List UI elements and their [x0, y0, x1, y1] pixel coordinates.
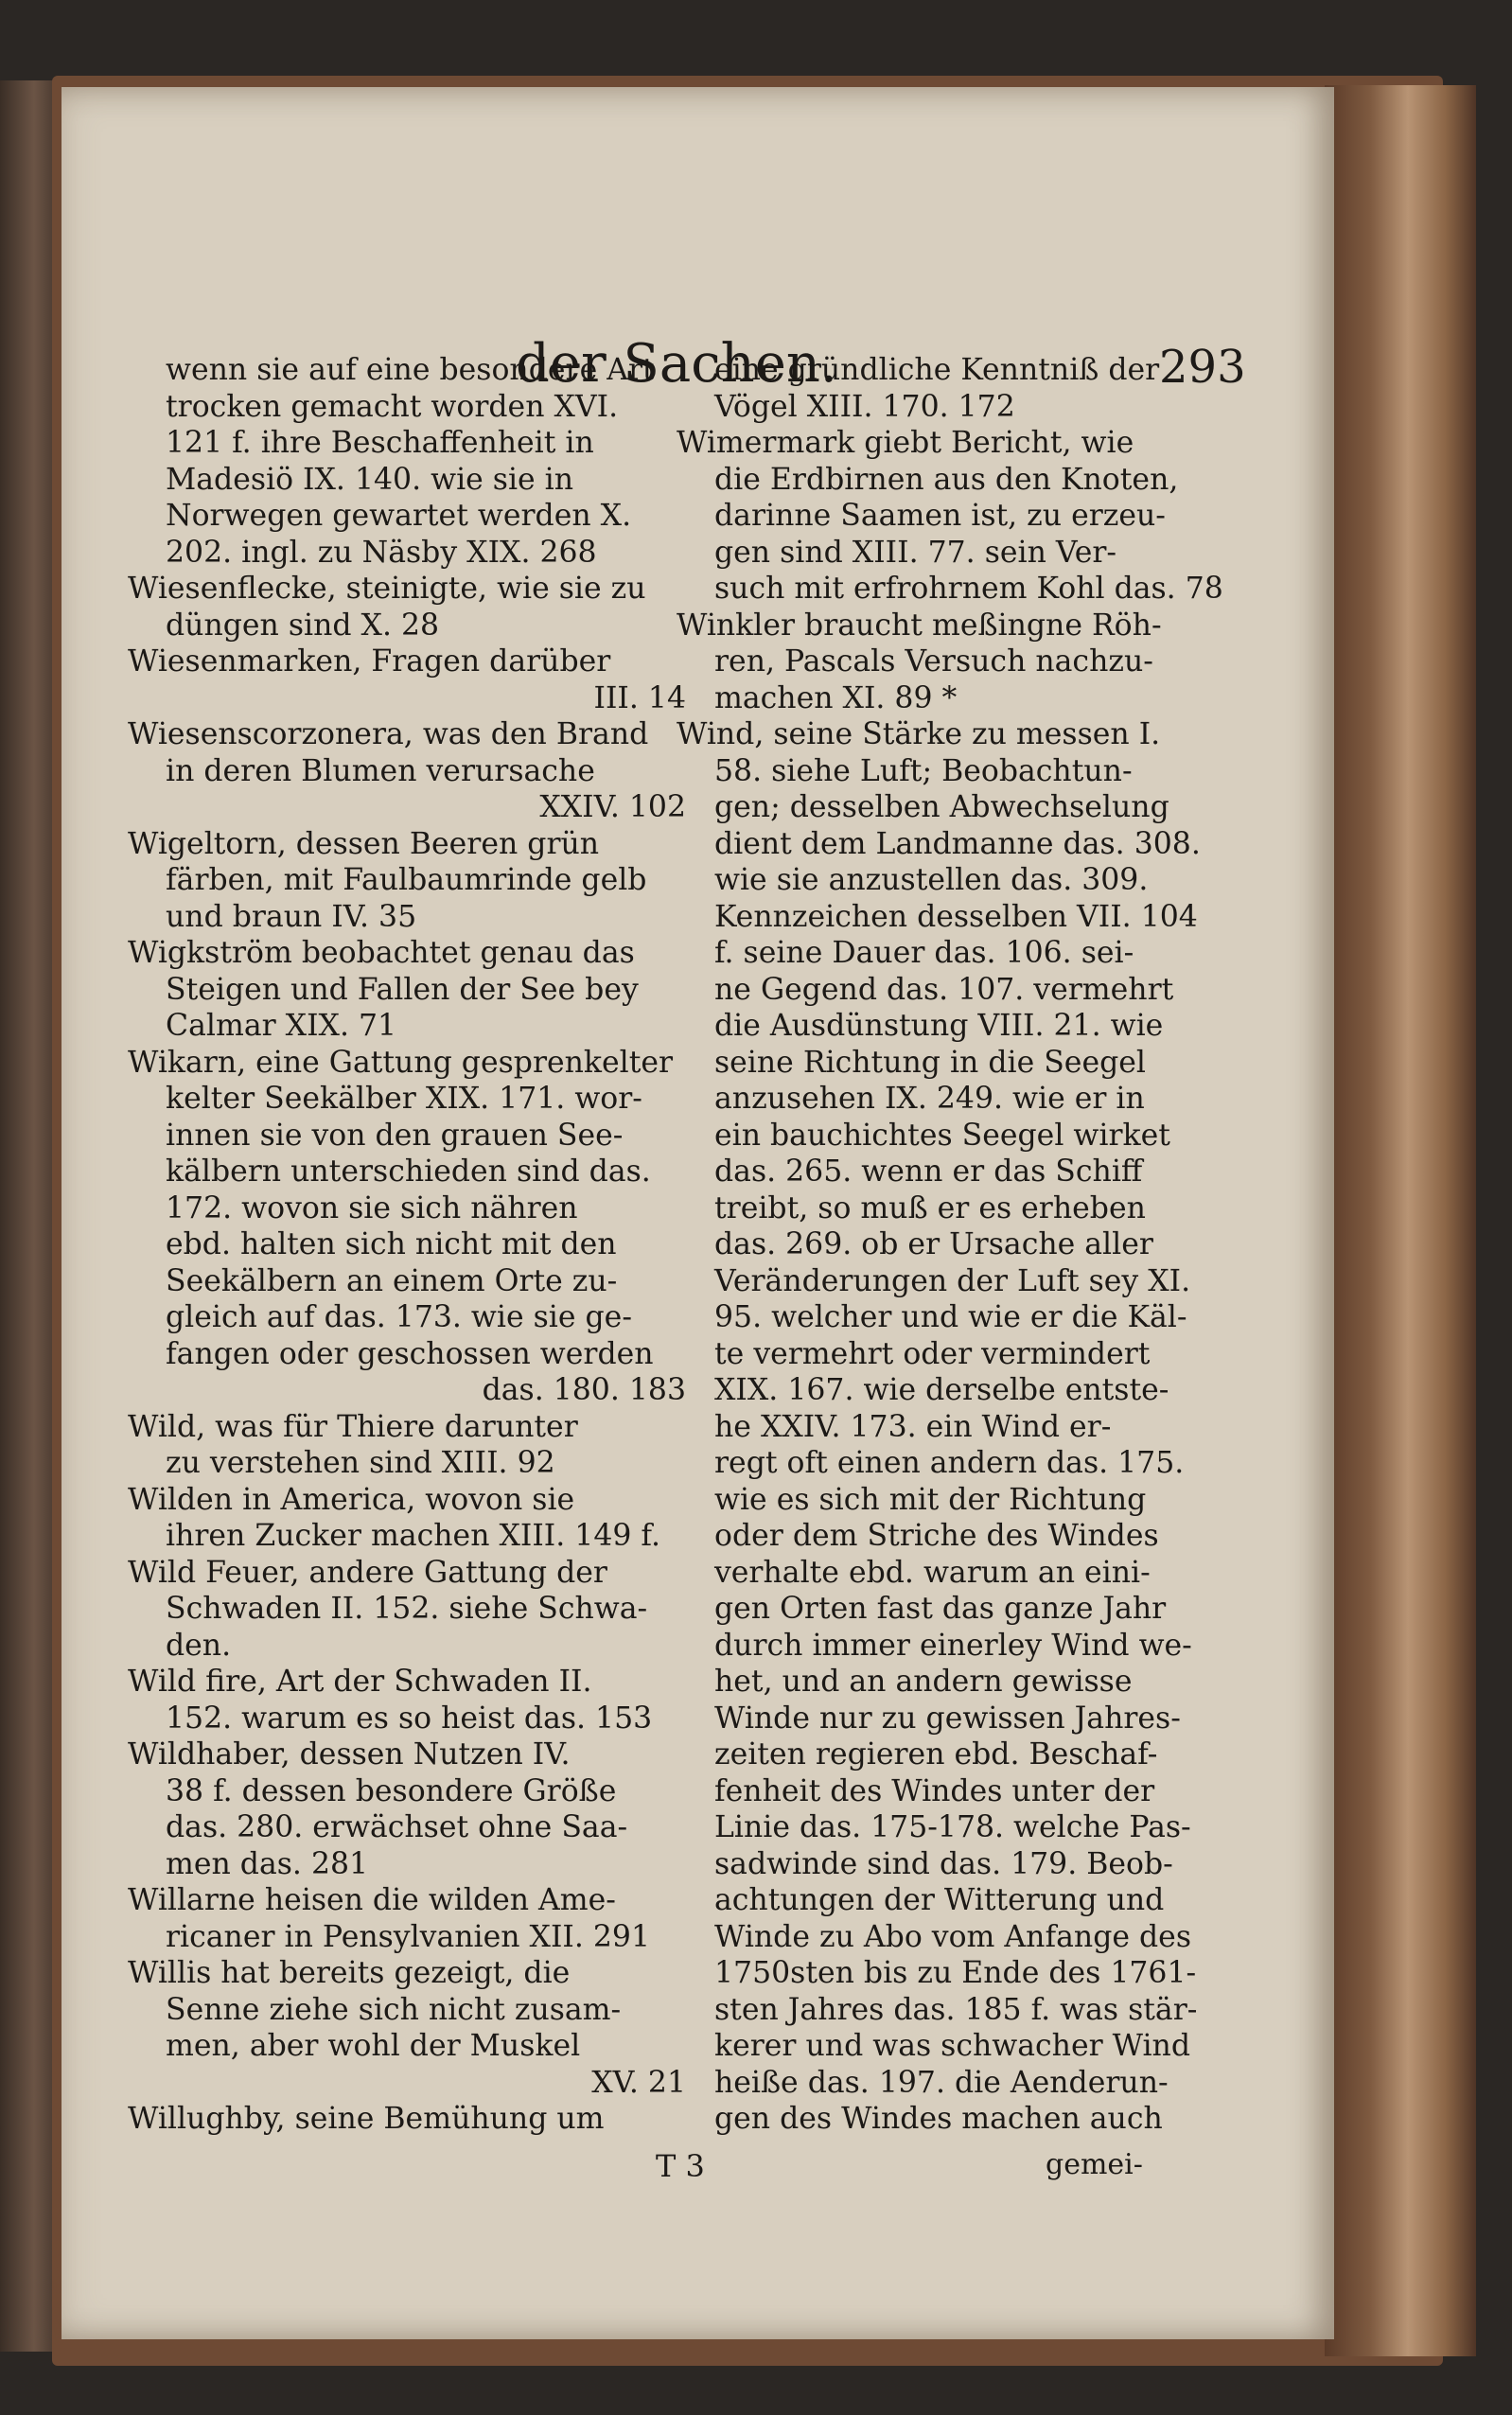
index-line: düngen sind X. 28 — [166, 608, 440, 643]
index-line: die Erdbirnen aus den Knoten, — [714, 462, 1179, 497]
index-line: treibt, so muß er es erheben — [714, 1190, 1146, 1225]
index-line: het, und an andern gewisse — [714, 1665, 1133, 1699]
index-line: fangen oder geschossen werden — [166, 1336, 654, 1371]
index-line: gen Orten fast das ganze Jahr — [714, 1592, 1167, 1626]
index-line: III. 14 — [593, 680, 686, 715]
index-line: XIX. 167. wie derselbe entste- — [714, 1373, 1169, 1407]
index-line: 58. siehe Luft; Beobachtun- — [714, 753, 1133, 788]
catchword: gemei- — [1046, 2148, 1143, 2181]
index-line: zu verstehen sind XIII. 92 — [166, 1446, 555, 1480]
index-line: XV. 21 — [591, 2065, 686, 2100]
index-line: ne Gegend das. 107. vermehrt — [714, 972, 1174, 1007]
index-line: XXIV. 102 — [539, 790, 686, 824]
book-page — [62, 87, 1334, 2339]
index-line: Winde nur zu gewissen Jahres- — [714, 1701, 1181, 1736]
index-line: das. 180. 183 — [482, 1373, 686, 1407]
page-footer — [62, 2148, 1334, 2195]
index-line: Wiesenflecke, steinigte, wie sie zu — [128, 572, 646, 606]
index-line: Wild, was für Thiere darunter — [128, 1409, 578, 1444]
index-line: Seekälbern an einem Orte zu- — [166, 1263, 618, 1298]
signature-mark: T 3 — [656, 2148, 705, 2184]
index-line: darinne Saamen ist, zu erzeu- — [714, 499, 1166, 533]
index-line: Winde zu Abo vom Anfange des — [714, 1919, 1191, 1954]
index-line: ebd. halten sich nicht mit den — [166, 1227, 617, 1261]
index-line: gen des Windes machen auch — [714, 2102, 1163, 2136]
index-line: Willughby, seine Bemühung um — [128, 2102, 605, 2136]
running-head: der Sachen. — [516, 333, 837, 395]
index-line: Winkler braucht meßingne Röh- — [677, 608, 1162, 643]
index-line: Wiesenmarken, Fragen darüber — [128, 644, 611, 679]
index-line: Willarne heisen die wilden Ame- — [128, 1883, 616, 1917]
index-line: kälbern unterschieden sind das. — [166, 1155, 651, 1189]
index-line: Willis hat bereits gezeigt, die — [128, 1956, 571, 1990]
index-column-left — [128, 352, 686, 2138]
index-column-right — [677, 352, 1225, 2138]
index-line: men, aber wohl der Muskel — [166, 2029, 581, 2063]
index-line: ihren Zucker machen XIII. 149 f. — [166, 1519, 660, 1553]
index-line: ricaner in Pensylvanien XII. 291 — [166, 1919, 651, 1954]
index-line: Wildhaber, dessen Nutzen IV. — [128, 1737, 571, 1772]
index-line: die Ausdünstung VIII. 21. wie — [714, 1009, 1164, 1043]
index-line: Calmar XIX. 71 — [166, 1009, 397, 1043]
index-line: Steigen und Fallen der See bey — [166, 972, 639, 1007]
index-line: Madesiö IX. 140. wie sie in — [166, 462, 574, 497]
index-line: fenheit des Windes unter der — [714, 1773, 1155, 1808]
index-line: Senne ziehe sich nicht zusam- — [166, 1992, 622, 2027]
index-line: heiße das. 197. die Aenderun- — [714, 2065, 1169, 2100]
book-spine — [1325, 85, 1476, 2356]
index-line: wie sie anzustellen das. 309. — [714, 863, 1149, 897]
index-line: sadwinde sind das. 179. Beob- — [714, 1846, 1173, 1881]
index-line: Linie das. 175-178. welche Pas- — [714, 1810, 1191, 1844]
index-line: kelter Seekälber XIX. 171. wor- — [166, 1082, 642, 1116]
index-line: färben, mit Faulbaumrinde gelb — [166, 863, 647, 897]
index-line: 152. warum es so heist das. 153 — [166, 1701, 653, 1736]
index-line: Schwaden II. 152. siehe Schwa- — [166, 1592, 648, 1626]
index-line: Vögel XIII. 170. 172 — [714, 389, 1015, 424]
index-line: das. 269. ob er Ursache aller — [714, 1227, 1153, 1261]
index-line: te vermehrt oder vermindert — [714, 1336, 1151, 1371]
index-line: verhalte ebd. warum an eini- — [714, 1555, 1151, 1590]
index-line: oder dem Striche des Windes — [714, 1519, 1159, 1553]
index-line: he XXIV. 173. ein Wind er- — [714, 1409, 1112, 1444]
index-line: 121 f. ihre Beschaffenheit in — [166, 426, 594, 460]
index-line: gen sind XIII. 77. sein Ver- — [714, 535, 1117, 570]
index-line: den. — [166, 1628, 232, 1663]
adjacent-page-edge — [0, 80, 57, 2352]
index-line: Wigkström beobachtet genau das — [128, 936, 635, 970]
index-line: Wimermark giebt Bericht, wie — [677, 426, 1134, 460]
index-line: achtungen der Witterung und — [714, 1883, 1165, 1917]
index-line: f. seine Dauer das. 106. sei- — [714, 936, 1134, 970]
index-line: ein bauchichtes Seegel wirket — [714, 1118, 1170, 1153]
index-line: Wikarn, eine Gattung gesprenkelter — [128, 1045, 674, 1080]
index-line: men das. 281 — [166, 1846, 369, 1881]
index-line: gen; desselben Abwechselung — [714, 790, 1169, 824]
index-line: durch immer einerley Wind we- — [714, 1628, 1192, 1663]
index-line: kerer und was schwacher Wind — [714, 2029, 1191, 2063]
index-line: Wigeltorn, dessen Beeren grün — [128, 826, 600, 861]
index-line: 1750sten bis zu Ende des 1761- — [714, 1956, 1197, 1990]
index-line: und braun IV. 35 — [166, 899, 417, 934]
index-line: 95. welcher und wie er die Käl- — [714, 1300, 1187, 1334]
index-line: das. 280. erwächset ohne Saa- — [166, 1810, 628, 1844]
index-line: wenn sie auf eine besondere Art — [166, 353, 655, 387]
index-line: Wind, seine Stärke zu messen I. — [677, 717, 1161, 751]
index-line: ren, Pascals Versuch nachzu- — [714, 644, 1153, 679]
index-line: trocken gemacht worden XVI. — [166, 389, 619, 424]
index-line: gleich auf das. 173. wie sie ge- — [166, 1300, 632, 1334]
index-line: Wilden in America, wovon sie — [128, 1482, 575, 1517]
index-line: Veränderungen der Luft sey XI. — [714, 1263, 1191, 1298]
index-line: 38 f. dessen besondere Größe — [166, 1773, 617, 1808]
index-line: machen XI. 89 * — [714, 680, 958, 715]
page-number: 293 — [1159, 341, 1246, 394]
index-line: Wild Feuer, andere Gattung der — [128, 1555, 607, 1590]
index-line: Wiesenscorzonera, was den Brand — [128, 717, 649, 751]
index-line: zeiten regieren ebd. Beschaf- — [714, 1737, 1158, 1772]
index-line: Wild fire, Art der Schwaden II. — [128, 1665, 592, 1699]
index-line: eine gründliche Kenntniß der — [714, 353, 1160, 387]
index-line: such mit erfrohrnem Kohl das. 78 — [714, 572, 1223, 606]
index-line: Norwegen gewartet werden X. — [166, 499, 632, 533]
index-line: regt oft einen andern das. 175. — [714, 1446, 1185, 1480]
index-line: das. 265. wenn er das Schiff — [714, 1155, 1143, 1189]
index-line: 202. ingl. zu Näsby XIX. 268 — [166, 535, 597, 570]
index-line: dient dem Landmanne das. 308. — [714, 826, 1201, 861]
index-line: Kennzeichen desselben VII. 104 — [714, 899, 1198, 934]
index-line: wie es sich mit der Richtung — [714, 1482, 1147, 1517]
index-line: seine Richtung in die Seegel — [714, 1045, 1146, 1080]
index-line: innen sie von den grauen See- — [166, 1118, 624, 1153]
index-line: sten Jahres das. 185 f. was stär- — [714, 1992, 1198, 2027]
index-line: in deren Blumen verursache — [166, 753, 595, 788]
index-line: 172. wovon sie sich nähren — [166, 1190, 578, 1225]
index-line: anzusehen IX. 249. wie er in — [714, 1082, 1145, 1116]
